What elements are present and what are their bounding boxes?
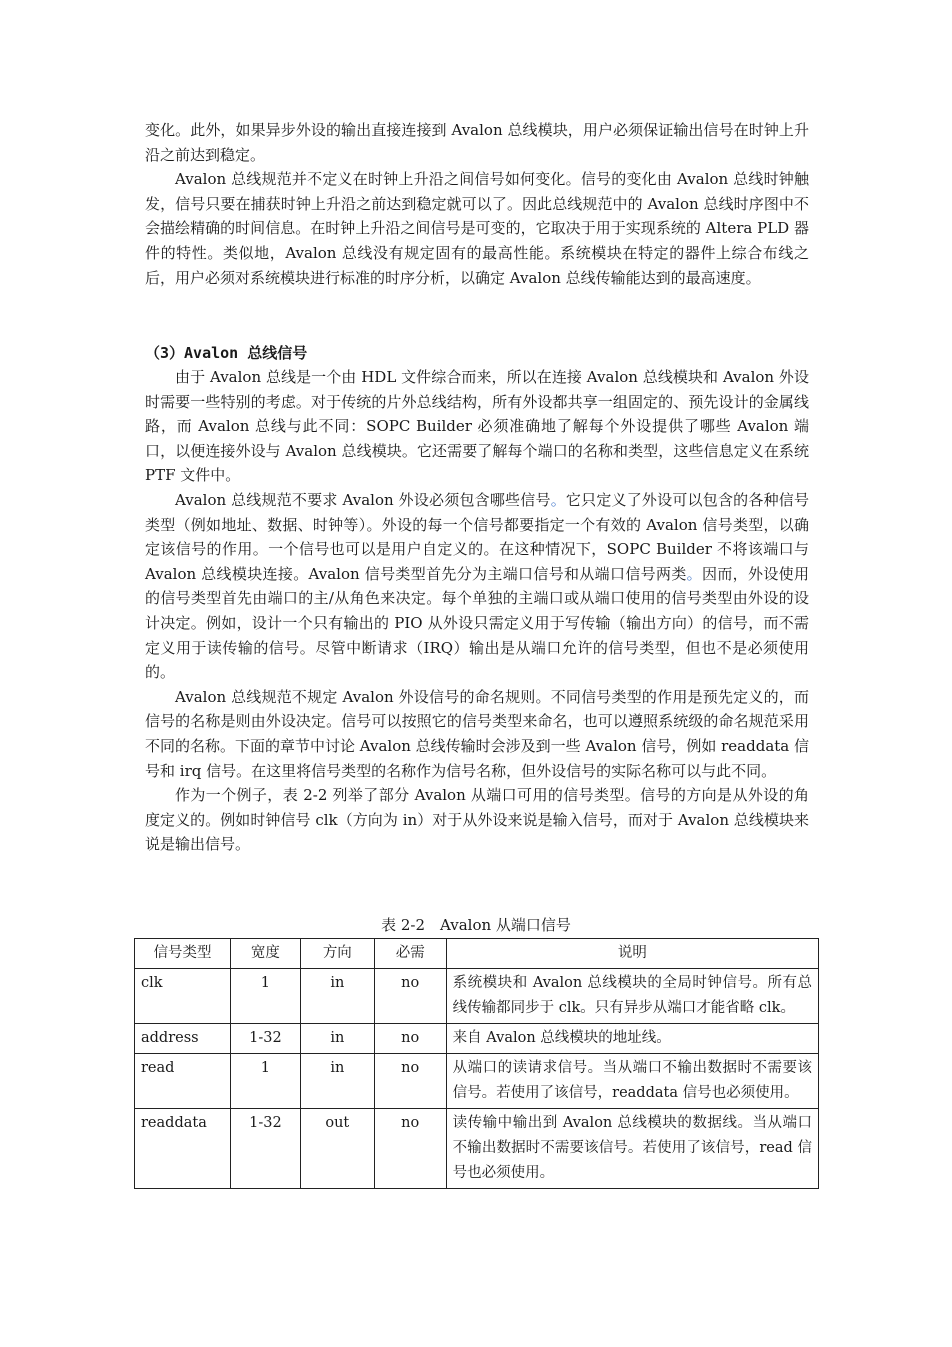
cell-direction: in xyxy=(300,1024,374,1054)
table-row xyxy=(135,1024,819,1054)
cell-signal: readdata xyxy=(135,1109,231,1189)
signal-types-text-c: 因而，外设使用的信号类型首先由端口的主/从角色来决定。每个单独的主端口或从端口使用的信号类型由外设的设计决定。例如，设计一个只有输出的 PIO 从外设只需定义用于写传输（输出方向）的信号，而不需定义用于读传输的信号。尽管中断请求（IRQ）输出是从端口允许的信号类型，但也不是必须使用的。 xyxy=(145,564,809,682)
table-row xyxy=(135,1109,819,1189)
table-row xyxy=(135,1054,819,1109)
paragraph-naming: Avalon 总线规范不规定 Avalon 外设信号的命名规则。不同信号类型的作用是预先定义的，而信号的名称是则由外设决定。信号可以按照它的信号类型来命名，也可以遵照系统级的命名规范采用不同的名称。下面的章节中讨论 Avalon 总线传输时会涉及到一些 Avalon 信号，例如 readdata 信号和 irq 信号。在这里将信号类型的名称作为信号名称，但外设信号的实际名称可以与此不同。 xyxy=(145,687,809,780)
cell-required: no xyxy=(374,1109,446,1189)
header-direction: 方向 xyxy=(300,939,374,969)
header-width: 宽度 xyxy=(230,939,300,969)
cell-description: 从端口的读请求信号。当从端口不输出数据时不需要该信号。若使用了该信号，readdata 信号也必须使用。 xyxy=(446,1054,818,1109)
cell-description: 系统模块和 Avalon 总线模块的全局时钟信号。所有总线传输都同步于 clk。只有异步从端口才能省略 clk。 xyxy=(446,969,818,1024)
cell-required: no xyxy=(374,1054,446,1109)
cell-direction: in xyxy=(300,1054,374,1109)
cell-width: 1-32 xyxy=(230,1109,300,1189)
table-header-row xyxy=(135,939,819,969)
paragraph-ports: 由于 Avalon 总线是一个由 HDL 文件综合而来，所以在连接 Avalon 总线模块和 Avalon 外设时需要一些特别的考虑。对于传统的片外总线结构，所有外设都共享一组固定的、预先设计的金属线路，而 Avalon 总线与此不同：SOPC Builder 必须准确地了解每个外设提供了哪些 Avalon 端口，以便连接外设与 Avalon 总线模块。它还需要了解每个端口的名称和类型，这些信息定义在系统 PTF 文件中。 xyxy=(145,368,809,485)
avalon-slave-signal-table xyxy=(134,938,819,1189)
cell-direction: out xyxy=(300,1109,374,1189)
cell-direction: in xyxy=(300,969,374,1024)
signal-types-text-a: Avalon 总线规范不要求 Avalon 外设必须包含哪些信号 xyxy=(175,490,551,509)
header-required: 必需 xyxy=(374,939,446,969)
paragraph-continued: 变化。此外，如果异步外设的输出直接连接到 Avalon 总线模块，用户必须保证输出信号在时钟上升沿之前达到稳定。 xyxy=(145,121,809,164)
cell-signal: address xyxy=(135,1024,231,1054)
section-heading: （3）Avalon 总线信号 xyxy=(145,344,308,362)
section-avalon-signals xyxy=(145,341,809,857)
blue-period-1: 。 xyxy=(550,490,566,509)
cell-required: no xyxy=(374,1024,446,1054)
cell-signal: clk xyxy=(135,969,231,1024)
cell-width: 1-32 xyxy=(230,1024,300,1054)
cell-signal: read xyxy=(135,1054,231,1109)
top-text-block xyxy=(145,118,809,290)
paragraph-signal-types xyxy=(145,488,809,685)
header-description: 说明 xyxy=(446,939,818,969)
header-signal-type: 信号类型 xyxy=(135,939,231,969)
cell-width: 1 xyxy=(230,1054,300,1109)
table-caption: 表 2-2 Avalon 从端口信号 xyxy=(381,916,571,934)
cell-required: no xyxy=(374,969,446,1024)
paragraph-timing: Avalon 总线规范并不定义在时钟上升沿之间信号如何变化。信号的变化由 Avalon 总线时钟触发，信号只要在捕获时钟上升沿之前达到稳定就可以了。因此总线规范中的 Avalon 总线时序图中不会描绘精确的时间信息。在时钟上升沿之间信号是可变的，它取决于用于实现系统的 Altera PLD 器件的特性。类似地，Avalon 总线没有规定固有的最高性能。系统模块在特定的器件上综合布线之后，用户必须对系统模块进行标准的时序分析，以确定 Avalon 总线传输能达到的最高速度。 xyxy=(145,170,809,287)
blue-period-2: 。 xyxy=(686,564,702,583)
cell-description: 读传输中输出到 Avalon 总线模块的数据线。当从端口不输出数据时不需要该信号。若使用了该信号，read 信号也必须使用。 xyxy=(446,1109,818,1189)
cell-description: 来自 Avalon 总线模块的地址线。 xyxy=(446,1024,818,1054)
paragraph-example: 作为一个例子，表 2-2 列举了部分 Avalon 从端口可用的信号类型。信号的方向是从外设的角度定义的。例如时钟信号 clk（方向为 in）对于从外设来说是输入信号，而对于 Avalon 总线模块来说是输出信号。 xyxy=(145,786,809,854)
signal-types-text-b: 它只定义了外设可以包含的各种信号类型（例如地址、数据、时钟等）。外设的每一个信号都要指定一个有效的 Avalon 信号类型，以确定该信号的作用。一个信号也可以是用户自定义的。在这种情况下，SOPC Builder 不将该端口与 Avalon 总线模块连接。Avalon 信号类型首先分为主端口信号和从端口信号两类 xyxy=(145,490,809,583)
cell-width: 1 xyxy=(230,969,300,1024)
table-row xyxy=(135,969,819,1024)
